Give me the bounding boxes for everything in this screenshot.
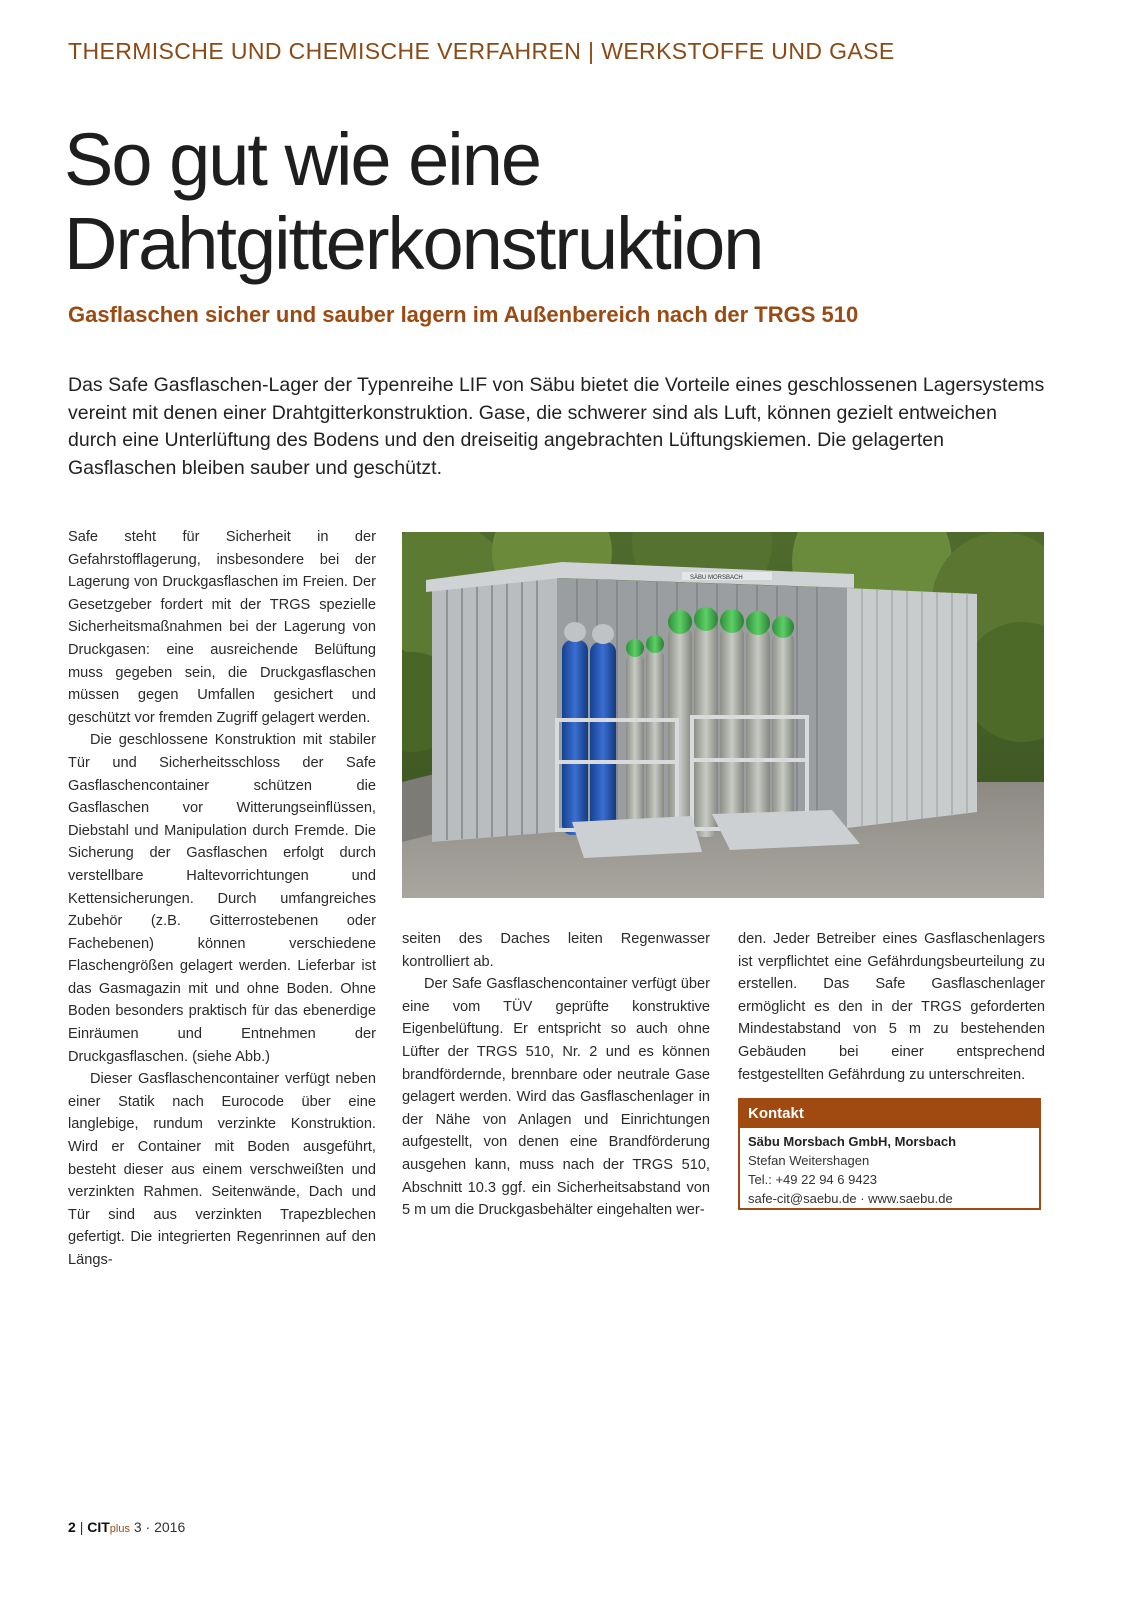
section-kicker: THERMISCHE UND CHEMISCHE VERFAHREN | WERKSTOFFE UND GASE: [68, 38, 895, 64]
container-label: SÄBU MORSBACH: [690, 575, 743, 581]
paragraph: Die geschlossene Konstruktion mit stabiler Tür und Sicherheitsschloss der Safe Gasflaschencontainer schützen die Gasflaschen vor Witterungseinflüssen, Diebstahl und Manipulation durch Fremde. Die Sicherung der Gasflaschen erfolgt durch verstellbare Haltevorrichtungen und Kettensicherungen. Durch umfangreiches Zubehör (z.B. Gitterrostebenen oder Fachebenen) können verschiedene Flaschengrößen gelagert werden. Lieferbar ist das Gasmagazin mit und ohne Boden. Ohne Boden besonders praktisch für das ebenerdige Einräumen und Entnehmen der Druckgasflaschen. (siehe Abb.): [68, 732, 376, 1065]
article-photo: [402, 532, 1044, 898]
contact-company: Säbu Morsbach GmbH, Morsbach: [748, 1134, 957, 1149]
page-footer: [68, 1519, 185, 1535]
gas-cylinder-container-photo: [402, 532, 1044, 898]
magazine-logo-suffix: plus: [109, 1523, 130, 1535]
contact-box: [738, 1098, 1041, 1210]
article-subtitle: Gasflaschen sicher und sauber lagern im Außenbereich nach der TRGS 510: [68, 302, 859, 327]
text-column-1: [68, 526, 376, 1272]
article-lead: Das Safe Gasflaschen-Lager der Typenreihe LIF von Säbu bietet die Vorteile eines geschlossenen Lagersystems vereint mit denen einer Drahtgitterkonstruktion. Gase, die schwerer sind als Luft, können gezielt entweichen durch eine Unterlüftung des Bodens und den dreiseitig angebrachten Lüftungskiemen. Die gelagerten Gasflaschen bleiben sauber und geschützt.: [68, 374, 1045, 479]
page-number: 2: [68, 1519, 76, 1535]
issue-number: 3 · 2016: [133, 1519, 186, 1535]
text-column-3: [738, 928, 1045, 1086]
paragraph: Safe steht für Sicherheit in der Gefahrstofflagerung, insbesondere bei der Lagerung von Druckgasflaschen im Freien. Der Gesetzgeber fordert mit der TRGS spezielle Sicherheitsmaßnahmen bei der Lagerung von Druckgasen: eine ausreichende Belüftung muss gegeben sein, die Druckgasflaschen müssen gegen Umfallen gesichert und geschützt vor fremden Zugriff gelagert werden.: [68, 529, 376, 726]
magazine-logo: CIT: [87, 1519, 110, 1535]
footer-separator: |: [79, 1519, 84, 1535]
contact-phone: Tel.: +49 22 94 6 9423: [748, 1172, 878, 1187]
article-title: [64, 118, 1064, 286]
contact-web[interactable]: safe-cit@saebu.de · www.saebu.de: [748, 1191, 953, 1206]
title-line-2: Drahtgitterkonstruktion: [64, 202, 763, 285]
title-line-1: So gut wie eine: [64, 118, 541, 201]
contact-person: Stefan Weitershagen: [748, 1153, 870, 1168]
text-column-2: [402, 928, 710, 1222]
paragraph: den. Jeder Betreiber eines Gasflaschenlagers ist verpflichtet eine Gefährdungsbeurteilung zu erstellen. Das Safe Gasflaschenlager ermöglicht es den in der TRGS geforderten Mindestabstand von 5 m zu bestehenden Gebäuden bei einer entsprechend festgestellten Gefährdung zu unterschreiten.: [738, 931, 1045, 1083]
paragraph: Dieser Gasflaschencontainer verfügt neben einer Statik nach Eurocode über eine langlebige, rundum verzinkte Konstruktion. Wird er Container mit Boden ausgeführt, besteht dieser aus einem verschweißten und verzinkten Rahmen. Seitenwände, Dach und Tür sind aus verzinkten Trapezblechen gefertigt. Die integrierten Regenrinnen auf den Längs-: [68, 1071, 376, 1268]
paragraph: seiten des Daches leiten Regenwasser kontrolliert ab.: [402, 931, 710, 970]
contact-heading: Kontakt: [740, 1100, 1039, 1128]
paragraph: Der Safe Gasflaschencontainer verfügt über eine vom TÜV geprüfte konstruktive Eigenbelüftung. Er entspricht so auch ohne Lüfter der TRGS 510, Nr. 2 und es können brandfördernde, brennbare oder neutrale Gase gelagert werden. Wird das Gasflaschenlager in der Nähe von Anlagen und Einrichtungen aufgestellt, von denen eine Brandförderung ausgehen kann, muss nach der TRGS 510, Abschnitt 10.3 ggf. ein Sicherheitsabstand von 5 m um die Druckgasbehälter eingehalten wer-: [402, 976, 710, 1219]
